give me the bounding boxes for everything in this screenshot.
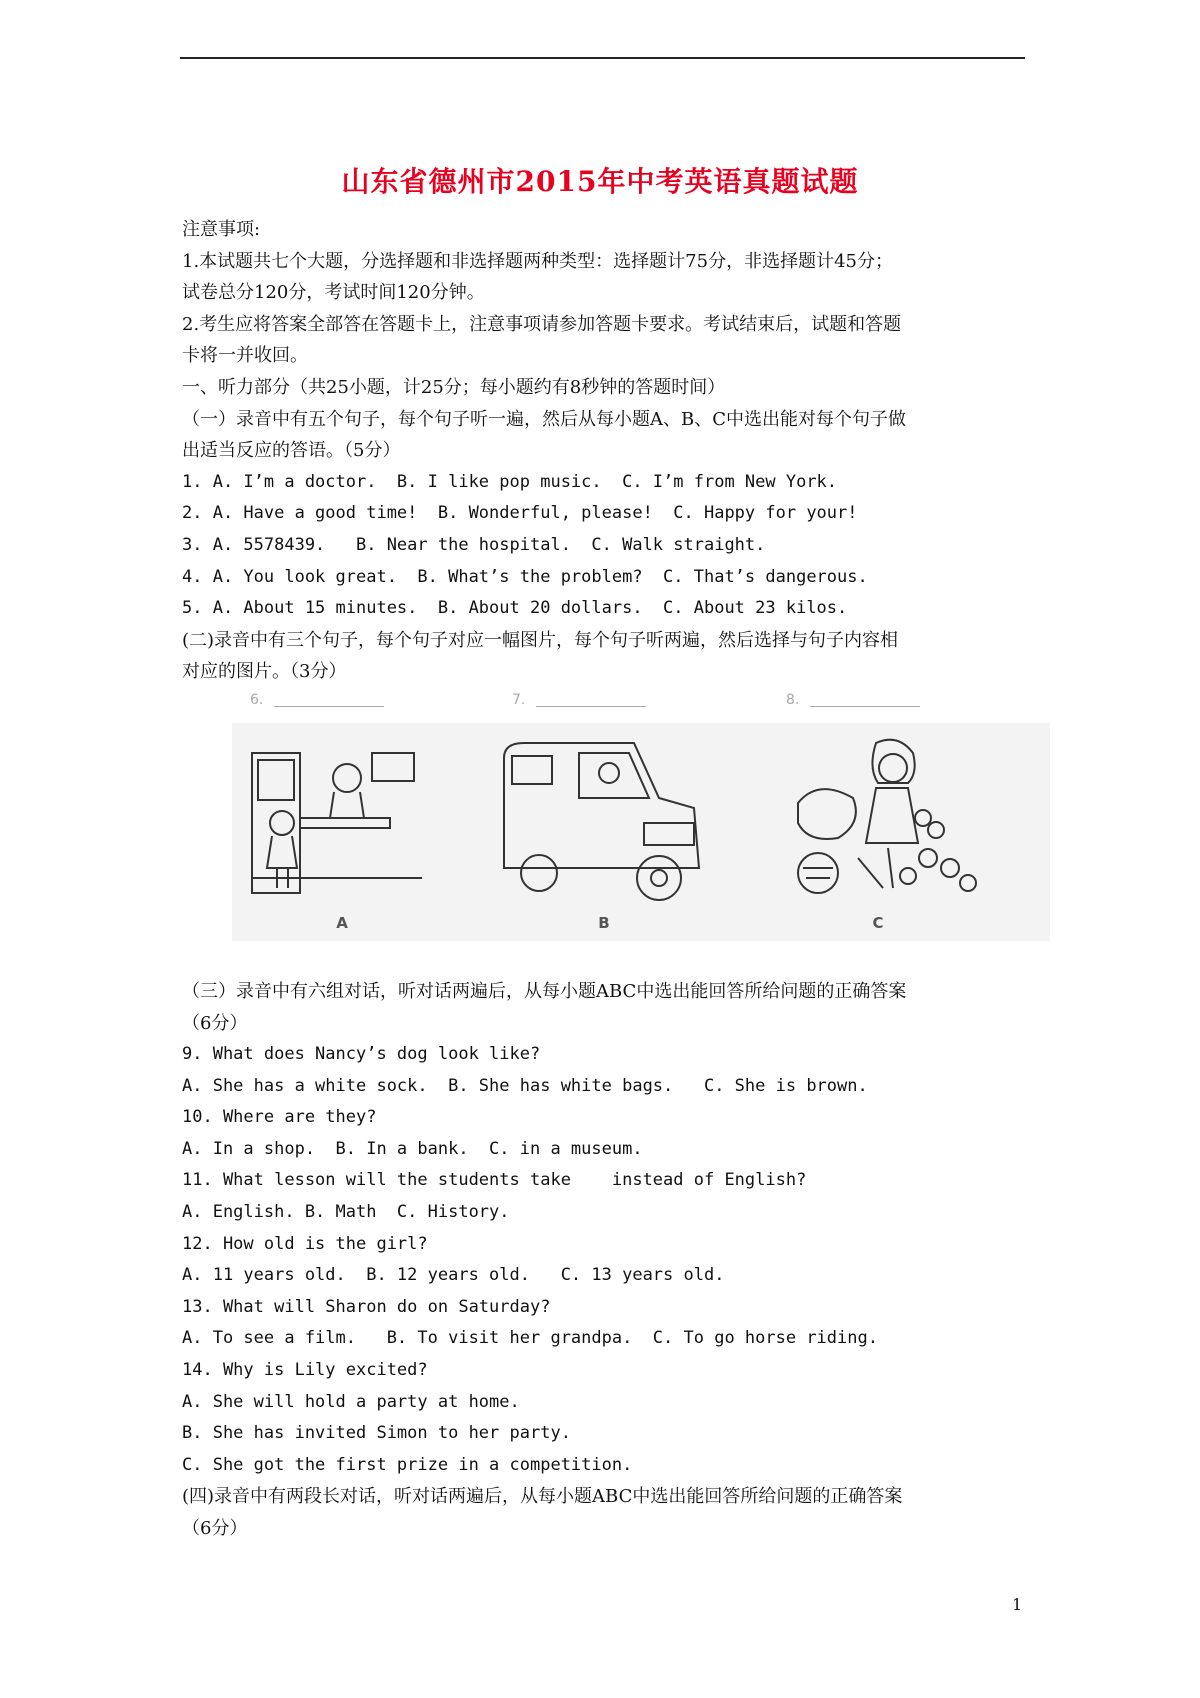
note-line: 1.本试题共七个大题，分选择题和非选择题两种类型：选择题计75分，非选择题计45分；	[182, 250, 893, 272]
answer-option: B. She has invited Simon to her party.	[182, 1423, 571, 1444]
question-item: 10. Where are they?	[182, 1107, 377, 1128]
part-instruction: (二)录音中有三个句子，每个句子对应一幅图片，每个句子听两遍，然后选择与句子内容相	[182, 629, 899, 651]
question-item: 12. How old is the girl?	[182, 1233, 428, 1254]
picture-number: 6.	[250, 691, 264, 708]
picture-letter: B	[598, 913, 610, 932]
question-item: 11. What lesson will the students take instead of English?	[182, 1170, 807, 1191]
girl-flowers-icon	[758, 728, 998, 908]
document-body	[182, 214, 1027, 1545]
answer-blank	[536, 706, 646, 707]
document-title: 山东省德州市2015年中考英语真题试题	[341, 165, 859, 198]
part-instruction: 对应的图片。（3分）	[182, 661, 347, 683]
notes-heading: 注意事项:	[182, 219, 261, 240]
answer-options: A. She has a white sock. B. She has white bags. C. She is brown.	[182, 1075, 868, 1096]
picture-c	[758, 688, 998, 976]
answer-options: A. 11 years old. B. 12 years old. C. 13 years old.	[182, 1265, 725, 1286]
question-item: 5. A. About 15 minutes. B. About 20 dollars. C. About 23 kilos.	[182, 598, 848, 619]
part-instruction: （6分）	[182, 1518, 248, 1539]
picture-letter: C	[872, 913, 884, 932]
answer-options: A. To see a film. B. To visit her grandpa. C. To go horse riding.	[182, 1328, 878, 1349]
question-item: 2. A. Have a good time! B. Wonderful, please! C. Happy for your!	[182, 503, 858, 524]
note-line: 试卷总分120分，考试时间120分钟。	[182, 282, 485, 304]
part-instruction: (四)录音中有两段长对话，听对话两遍后，从每小题ABC中选出能回答所给问题的正确答案	[182, 1486, 903, 1508]
picture-a	[222, 688, 462, 976]
answer-option: A. She will hold a party at home.	[182, 1391, 520, 1412]
answer-blank	[274, 706, 384, 707]
part-instruction: （三）录音中有六组对话，听对话两遍后，从每小题ABC中选出能回答所给问题的正确答案	[182, 980, 907, 1002]
answer-option: C. She got the first prize in a competition.	[182, 1454, 633, 1475]
question-item: 9. What does Nancy’s dog look like?	[182, 1044, 541, 1065]
counter-scene-icon	[222, 728, 462, 908]
part-instruction: 出适当反应的答语。（5分）	[182, 440, 401, 462]
note-line: 2.考生应将答案全部答在答题卡上，注意事项请参加答题卡要求。考试结束后，试题和答题	[182, 313, 902, 335]
truck-icon	[484, 728, 724, 908]
note-line: 卡将一并收回。	[182, 345, 308, 367]
answer-options: A. In a shop. B. In a bank. C. in a museum.	[182, 1138, 643, 1159]
answer-blank	[810, 706, 920, 707]
header-rule	[180, 57, 1025, 59]
question-item: 13. What will Sharon do on Saturday?	[182, 1296, 551, 1317]
section-heading: 一、听力部分（共25小题，计25分；每小题约有8秒钟的答题时间）	[182, 376, 726, 398]
question-item: 3. A. 5578439. B. Near the hospital. C. Walk straight.	[182, 534, 766, 555]
part-instruction: （6分）	[182, 1012, 248, 1034]
question-item: 1. A. I’m a doctor. B. I like pop music. C. I’m from New York.	[182, 471, 838, 492]
picture-letter: A	[336, 913, 348, 932]
question-item: 4. A. You look great. B. What’s the problem? C. That’s dangerous.	[182, 566, 868, 587]
picture-row	[182, 688, 1027, 976]
picture-number: 8.	[786, 691, 800, 708]
part-instruction: （一）录音中有五个句子，每个句子听一遍，然后从每小题A、B、C中选出能对每个句子做	[182, 408, 906, 430]
page-number: 1	[1012, 1595, 1023, 1614]
question-item: 14. Why is Lily excited?	[182, 1360, 428, 1381]
picture-b	[484, 688, 724, 976]
answer-options: A. English. B. Math C. History.	[182, 1202, 510, 1223]
picture-number: 7.	[512, 691, 526, 708]
